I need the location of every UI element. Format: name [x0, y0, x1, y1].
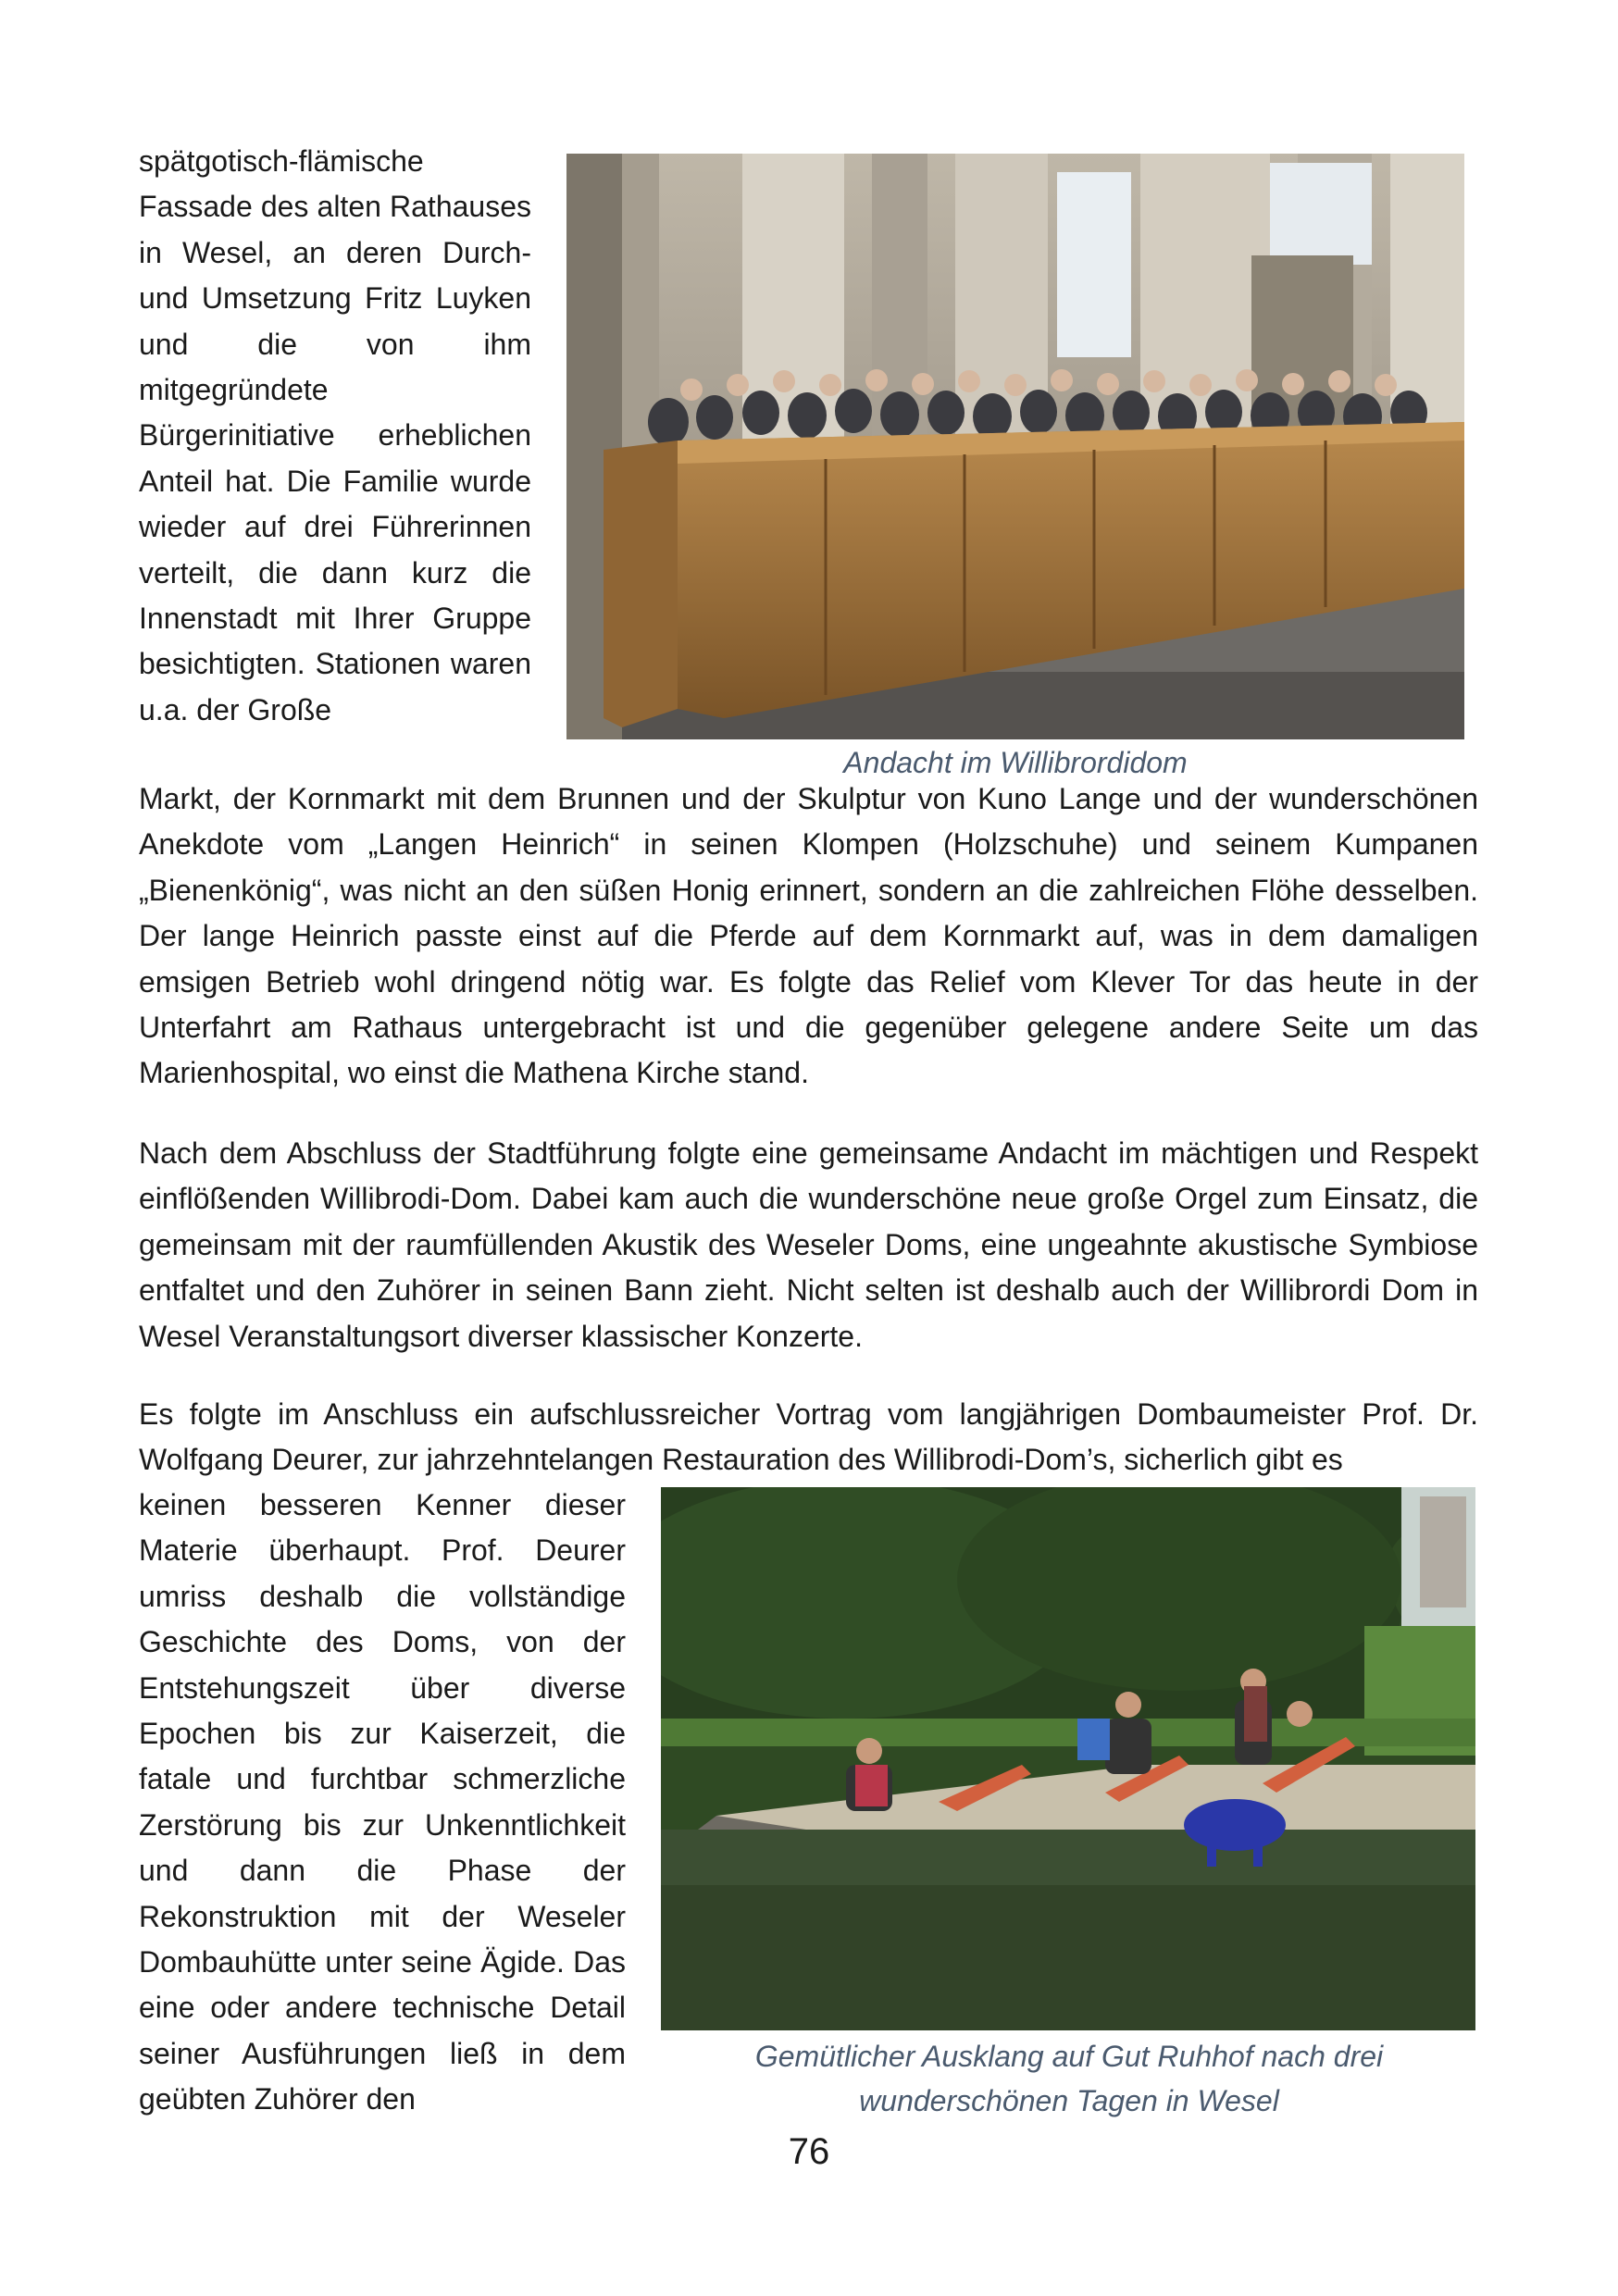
- paragraph-1-continued: Markt, der Kornmarkt mit dem Brunnen und der Skulptur von Kuno Lange und der wunderschönen Anekdote vom „Langen Heinrich“ in seinen Klompen (Holzschuhe) und seinem Kumpanen „Bienenkönig“, was nicht an den süßen Honig erinnert, sondern an die zahlreichen Flöhe desselben. Der lange Heinrich passte einst auf die Pferde auf dem Kornmarkt auf, was in dem damaligen emsigen Betrieb wohl dringend nötig war. Es folgte das Relief vom Klever Tor das heute in der Unterfahrt am Rathaus untergebracht ist und die gegenüber gelegene andere Seite um das Marienhospital, wo einst die Mathena Kirche stand.: [139, 782, 1478, 1090]
- photo2-caption: [657, 2034, 1481, 2123]
- paragraph-2: Nach dem Abschluss der Stadtführung folgte eine gemeinsame Andacht im mächtigen und Respekt einflößenden Willibrodi-Dom. Dabei kam auch die wunderschöne neue große Orgel zum Einsatz, die gemeinsam mit der raumfüllenden Akustik des Weseler Doms, eine ungeahnte akustische Symbiose entfaltet und den Zuhörer in seinen Bann zieht. Nicht selten ist deshalb auch der Willibrordi Dom in Wesel Veranstaltungsort diverser klassischer Konzerte.: [139, 1136, 1478, 1353]
- photo2-caption-line-1: Gemütlicher Ausklang auf Gut Ruhhof nach drei: [754, 2040, 1384, 2073]
- garden-pond-photo: [661, 1487, 1475, 2030]
- photo2-caption-line-2: wunderschönen Tagen in Wesel: [859, 2084, 1279, 2117]
- paragraph-3-top: Es folgte im Anschluss ein aufschlussreicher Vortrag vom langjährigen Dombaumeister Prof. Dr. Wolfgang Deurer, zur jahrzehntelangen Restauration des Willibrodi-Dom’s, sicherlich gibt es: [139, 1397, 1478, 1477]
- photo1-caption: Andacht im Willibrordidom: [843, 746, 1188, 779]
- paragraph-1-top: spätgotisch-flämische Fassade des alten Rathauses in Wesel, an deren Durch- und Umsetzung Fritz Luyken und die von ihm mitgegründete Bürgerinitiative erheblichen Anteil hat. Die Familie wurde wieder auf drei Führerinnen verteilt, die dann kurz die Innenstadt mit Ihrer Gruppe besichtigten. Stationen waren u.a. der Große: [139, 144, 531, 726]
- church-interior-photo: [566, 154, 1464, 739]
- page-number: 76: [788, 2131, 830, 2172]
- paragraph-3-left: keinen besseren Kenner dieser Materie überhaupt. Prof. Deurer umriss deshalb die vollständige Geschichte des Doms, von der Entstehungszeit über diverse Epochen bis zur Kaiserzeit, die fatale und furchtbar schmerzliche Zerstörung bis zur Unkenntlichkeit und dann die Phase der Rekonstruktion mit der Weseler Dombauhütte unter seine Ägide. Das eine oder andere technische Detail seiner Ausführungen ließ in dem geübten Zuhörer den: [139, 1488, 626, 2116]
